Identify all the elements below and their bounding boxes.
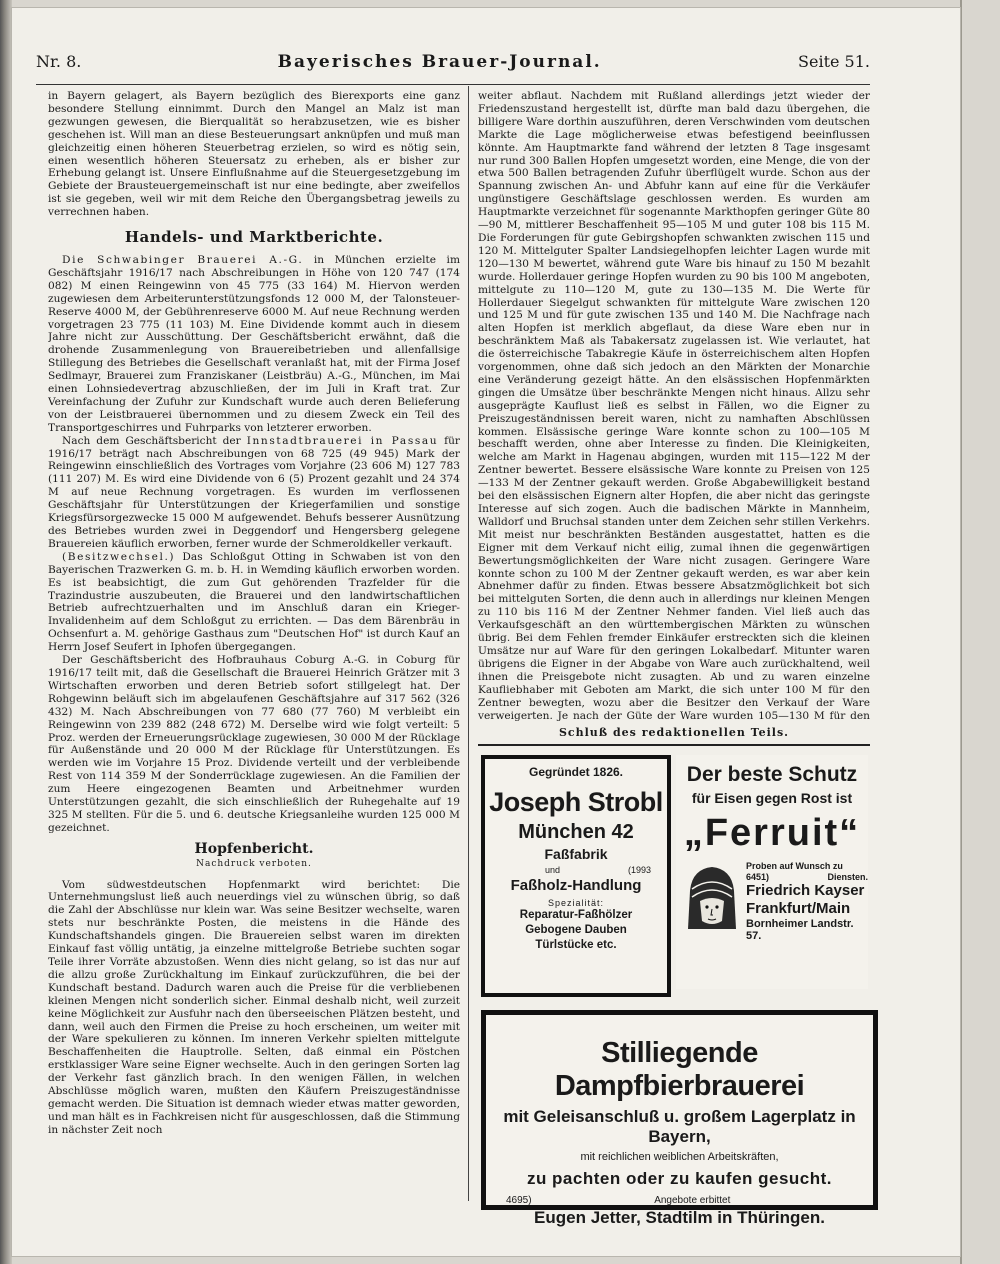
ad-request: zu pachten oder zu kaufen gesucht. — [526, 1169, 833, 1188]
ad-headline: Der beste Schutz — [686, 763, 858, 786]
hopfen-title: Hopfenbericht. — [194, 840, 314, 857]
ad-seller: Friedrich Kayser — [746, 882, 865, 899]
company-name: Die Schwabinger Brauerei A.-G. — [62, 253, 304, 266]
hopfen-report-continued: weiter abflaut. Nachdem mit Rußland allerdings jetzt wieder der Friedenszustand hergestellt ist, dürfte man bald dazu übergehen, die billigere Ware dorthin auszuführen, deren Verschwinden vom deutschen Markte die Lage möglicherweise etwas befestigend beeinflussen könnte. Am Hauptmarkte fand während der letzten 8 Tage insgesamt nur rund 300 Ballen Hopfen umgesetzt worden, eine Menge, die von der etwa 500 Ballen betragenden Zufuhr überflügelt wurde. Schon aus der Spannung zwischen An- und Abfuhr kann auf eine für die Verkäufer ungünstigere Geschäftslage geschlossen werden. Es wurden am Hauptmarkte verzeichnet für sogenannte Markthopfen geringer Güte 80—90 M, mittlerer Beschaffenheit 95—105 M und guter 108 bis 115 M. Die Forderungen für gute Gebirgshopfen schwankten zwischen 115 und 120 M. Mittelguter Spalter Landsiegelhopfen leichter Lagen wurde mit 120—130 M bewertet, während gute Ware bis hinauf zu 150 M bezahlt wurde. Hollerdauer geringe Hopfen wurden zu 90 bis 100 M angeboten, mittelgute zu 110—120 M, gute zu 130—135 M. Die Werte für Hollerdauer Siegelgut schwankten für mittelgute Ware zwischen 120 und 125 M und für gute zwischen 135 und 140 M. Die Nachfrage nach alten Hopfen ist merklich abgeflaut, da diese Ware eben nur in beschränktem Maß als Tabakersatz zugelassen ist. Wie verlautet, hat die österreichische Tabakregie Käufe in österreichischem alten Hopfen vorgenommen, ohne daß sich jedoch an den Märkten der Monarchie eine Veränderung gezeigt hätte. An den elsässischen Hopfenmärkten gingen die Umsätze über beschränkte Mengen nicht hinaus. Allzu sehr ausgeprägte Kauflust ließ es selbst in Fällen, wo die Eigner zu Preiszugeständnissen bereit waren, nicht zu namhaften Abschlüssen kommen. Elsässische geringe Ware konnte schon zu 100—105 M beschafft werden, ohne aber Interesse zu finden. Die Kleinigkeiten, welche am Markt in Hagenau abgingen, wurden mit 115—122 M der Zentner bewertet. Bessere elsässische Ware konnte zu Preisen von 125—133 M der Zentner gekauft werden. Große Abgabewilligkeit bestand bei den elsässischen Eignern alter Hopfen, die aber nicht das geringste Interesse auf sich zogen. Auch die badischen Märkte in Mannheim, Walldorf und Bruchsal standen unter dem Zeichen sehr stillen Verkehrs. Mit meist nur beschränkten Beständen ausgestattet, hatten es die Eigner mit dem Verkauf nicht eilig, zumal ihnen die gegenwärtigen Bewertungsmöglichkeiten der Ware nicht zusagen. Geringere Ware konnte schon zu 100 M der Zentner gekauft werden, es war aber kein Abnehmer dafür zu finden. Etwas bessere Absatzmöglichkeit bot sich bei mittelguten Sorten, die denn auch in allerdings nur kleinen Mengen zu 110 bis 116 M der Zentner Nehmer fanden. Viel ließ auch das Verkaufsgeschäft an den württembergischen Märkten zu wünschen übrig. Bei dem Fehlen fremder Einkäufer erstreckten sich die kleinen Umsätze nur auf Ware für den geringen Lokalbedarf. Mitunter waren übrigens die Eigner in der Abgabe von Ware auch zurückhaltend, weil ihnen die Preisgebote nicht zusagten. Ab und zu waren einzelne Kaufliebhaber mit Geboten am Markt, die sich unter 100 M für den Zentner bewegten, wozu aber die Besitzer den Verkauf der Ware verweigerten. Je nach der Güte der Ware wurden 105—130 M für den — [478, 90, 870, 722]
article-text: für 1916/17 beträgt nach Abschreibungen von 68 725 (49 945) Mark der Reingewinn einschließlich des Vortrages vom Vorjahre (23 606 M) 127 783 (111 207) M. Es wird eine Dividende von 6 (5) Prozent gezahlt und 24 374 M auf neue Rechnung vorgetragen. Es wurden im verflossenen Geschäftsjahr für Unterstützungen der Kriegerfamilien und sonstige Kriegsfürsorgezwecke 15 000 M aufgewendet. Behufs besserer Ausnützung des Betriebes wurden zwei in Deggendorf und Hengersberg gelegene Brauereien käuflich erworben, ferner wurde der Schmeroldkeller verkauft. — [48, 434, 460, 550]
page-number: Seite 51. — [798, 52, 870, 71]
ad-seller-city: Frankfurt/Main — [746, 900, 851, 917]
intro-paragraph: in Bayern gelagert, als Bayern bezüglich des Bierexports eine ganz besondere Stellung einnimmt. Durch den Mangel an Malz ist man gezwungen gewesen, die Bierqualität so herabzusetzen, wie es bisher geschehen ist. Will man an diese Besteuerungsart anknüpfen und muß man gleichzeitig einen höheren Steuerbetrag erzielen, so wird es nötig sein, einen wesentlich höheren Steuersatz zu erheben, als er bisher zur Erhebung gelangt ist. Unsere Einflußnahme auf die Steuergesetzgebung im Gebiete der Brausteuergemeinschaft ist nur eine bedingte, aber zweifellos ist sie gegeben, weil wir mit dem Reiche den Übergangsbetrag jeweils zu verrechnen haben. — [48, 90, 460, 219]
header-rule — [36, 84, 870, 85]
ad-item: Türlstücke etc. — [535, 939, 617, 951]
column-divider — [468, 86, 469, 1201]
pharaoh-head-icon — [676, 861, 746, 931]
ad-contact: Eugen Jetter, Stadtilm in Thüringen. — [534, 1208, 825, 1227]
ad-row — [545, 865, 651, 875]
ad-proben: Diensten. — [827, 872, 868, 882]
hopfen-note: Nachdruck verboten. — [196, 858, 312, 869]
book-binding — [0, 0, 12, 1264]
ad-text-block — [746, 861, 868, 942]
ad-founded: Gegründet 1826. — [528, 765, 624, 779]
article-text: in München erzielte im Geschäftsjahr 1916/17 nach Abschreibungen in Höhe von 120 747 (174 082) M einen Reingewinn von 45 775 (33 164) M. Hiervon werden zugewiesen dem Arbeiterunterstützungsfonds 12 000 M, der Talonsteuer-Reserve 4000 M, der Gebührenreserve 6000 M. Auf neue Rechnung werden vorgetragen 23 775 (11 103) M. Eine Dividende kommt auch in diesem Jahre nicht zur Ausschüttung. Der Geschäftsbericht erwähnt, daß die drohende Zusammenlegung von Brauereibetrieben und allenfallsige Stillegung des Betriebes die Gesellschaft veranlaßt hat, mit der Firma Josef Sedlmayr, Brauerei zum Franziskaner (Leistbräu) A.-G., München, im Mai einen Lohnsiedevertrag abzuschließen, der im Juli in Kraft trat. Zur Vereinfachung der Zufuhr zur Kundschaft wurde auch deren Belieferung von der Leistbrauerei übernommen und zu diesem Zweck ein Teil des Transportgeschirres und Fuhrparks von letzterer erworben. — [48, 253, 460, 434]
ad-offer: Angebote erbittet — [654, 1195, 731, 1206]
ad-subline: mit Geleisanschluß u. großem Lagerplatz in Bayern, — [503, 1107, 856, 1146]
ad-und: und — [545, 865, 561, 875]
ad-headline: Stilliegende Dampfbierbrauerei — [554, 1037, 805, 1102]
ad-code: 6451) — [746, 872, 770, 882]
ad-specialty-label: Spezialität: — [547, 898, 605, 908]
issue-number: Nr. 8. — [36, 52, 82, 71]
ad-joseph-strobl — [481, 755, 671, 997]
ad-detail: mit reichlichen weiblichen Arbeitskräften, — [580, 1151, 779, 1163]
ad-row — [506, 1195, 853, 1206]
editorial-end-note: Schluß des redaktionellen Teils. — [558, 726, 790, 739]
company-name: Innstadtbrauerei in Passau — [246, 434, 439, 447]
article-innstadt — [48, 435, 460, 551]
ad-subline: für Eisen gegen Rost ist — [691, 790, 853, 806]
article-besitzwechsel — [48, 551, 460, 654]
ad-firm-name: Joseph Strobl — [489, 787, 663, 817]
ad-brand: „Ferruit“ — [683, 812, 861, 854]
article-label: (Besitzwechsel.) — [62, 550, 176, 563]
article-coburg: Der Geschäftsbericht des Hofbrauhaus Coburg A.-G. in Coburg für 1916/17 teilt mit, daß die Gesellschaft die Brauerei Heinrich Grätzer mit 3 Wirtschaften erworben und deren Betrieb sofort stillgelegt hat. Der Rohgewinn beläuft sich im abgelaufenen Geschäftsjahre auf 317 562 (326 432) M. Nach Abschreibungen von 77 680 (77 760) M verbleibt ein Reingewinn von 239 882 (248 672) M. Derselbe wird wie folgt verteilt: 5 Proz. werden der Erneuerungsrücklage zugewiesen, 30 000 M der Rücklage für Außenstände und 20 000 M der Rücklage für Unterstützungen. Es werden wie im Vorjahre 15 Proz. Dividende verteilt und der verbleibende Rest von 114 359 M der Sonderrücklage zugewiesen. An die Familien der zum Heere eingezogenen Beamten und Arbeitnehmer wurden Unterstützungen gezahlt, die sich einschließlich der Ruhegehalte auf 19 325 M stellten. Für die 5. und 6. deutsche Kriegsanleihe wurden 125 000 M gezeichnet. — [48, 654, 460, 834]
editorial-end-rule — [478, 744, 870, 746]
ad-city: München 42 — [518, 821, 634, 843]
ad-lower — [676, 861, 868, 942]
ad-proben: Proben auf Wunsch zu — [746, 861, 843, 871]
ad-line: Faßholz-Handlung — [510, 877, 642, 894]
ad-code: (1993 — [627, 865, 651, 875]
ad-row — [746, 872, 868, 882]
ad-address: Bornheimer Landstr. 57. — [746, 918, 854, 942]
hopfen-report: Vom südwestdeutschen Hopfenmarkt wird berichtet: Die Unternehmungslust ließ auch neuerdings viel zu wünschen übrig, so daß die Zahl der Abschlüsse nur klein war. Was seine Besitzer wechselte, waren stets nur beschränkte Posten, die meistens in die Hände des Kundschaftshandels gingen. Die Brauereien selbst waren im direkten Einkauf fast völlig untätig, ja einzelne mittelgroße Betriebe suchten sogar Teile ihrer Vorräte abzustoßen. Wenn dies nicht gelang, so ist das nur auf die allzu große Zurückhaltung im Einkauf zurückzuführen, die bei der Kundschaft bestand. Dadurch waren auch die Preise für die verbliebenen kleinen Mengen nicht sonderlich sicher. Einmal deshalb nicht, weil zurzeit keine Möglichkeit zur Ausfuhr nach den überseeischen Plätzen besteht, und dann, weil auch den Firmen die Preise zu hoch erscheinen, um weiter mit der Ware spekulieren zu können. Im inneren Verkehr spielten mittelgute Beschaffenheiten die Hauptrolle. Selten, daß einmal ein Pöstchen erstklassiger Ware seine Eigner wechselte. Auch in den geringen Sorten lag der Verkehr fast gänzlich brach. In den wenigen Fällen, in welchen Abschlüsse möglich waren, mußten den Käufern Preiszugeständnisse gemacht werden. Die Situation ist demnach wieder etwas matter geworden, und man hält es in Fachkreisen nicht für ausgeschlossen, daß die Stimmung in nächster Zeit noch — [48, 878, 460, 1136]
article-text: Nach dem Geschäftsbericht der — [62, 434, 247, 447]
section-title: Handels- und Marktberichte. — [124, 228, 384, 247]
ad-line: Faßfabrik — [544, 846, 608, 862]
ad-item: Reparatur-Faßhölzer — [519, 909, 633, 921]
ad-item: Gebogene Dauben — [525, 924, 627, 936]
page-header — [36, 52, 870, 78]
ad-brewery-wanted — [481, 1010, 878, 1227]
page-edge — [960, 0, 962, 1264]
right-column — [478, 90, 870, 722]
journal-title: Bayerisches Brauer-Journal. — [277, 52, 602, 72]
ad-code: 4695) — [506, 1195, 532, 1206]
article-text: Das Schloßgut Otting in Schwaben ist von den Bayerischen Trazwerken G. m. b. H. in Wemding käuflich erworben worden. Es ist beabsichtigt, die zum Gut gehörenden Trazfelder für die Trazindustrie auszubeuten, die Brauerei und den landwirtschaftlichen Betrieb aufrechtzuerhalten und im Anschluß daran ein Krieger-Invalidenheim auf dem Schloßgut zu errichten. — Das dem Bärenbräu in Ochsenfurt a. M. gehörige Gasthaus zum "Deutschen Hof" ist durch Kauf an Herrn Josef Seufert in Iphofen übergegangen. — [48, 550, 460, 654]
left-column — [48, 90, 460, 1200]
article-schwabinger — [48, 254, 460, 435]
ad-ferruit — [676, 755, 868, 989]
